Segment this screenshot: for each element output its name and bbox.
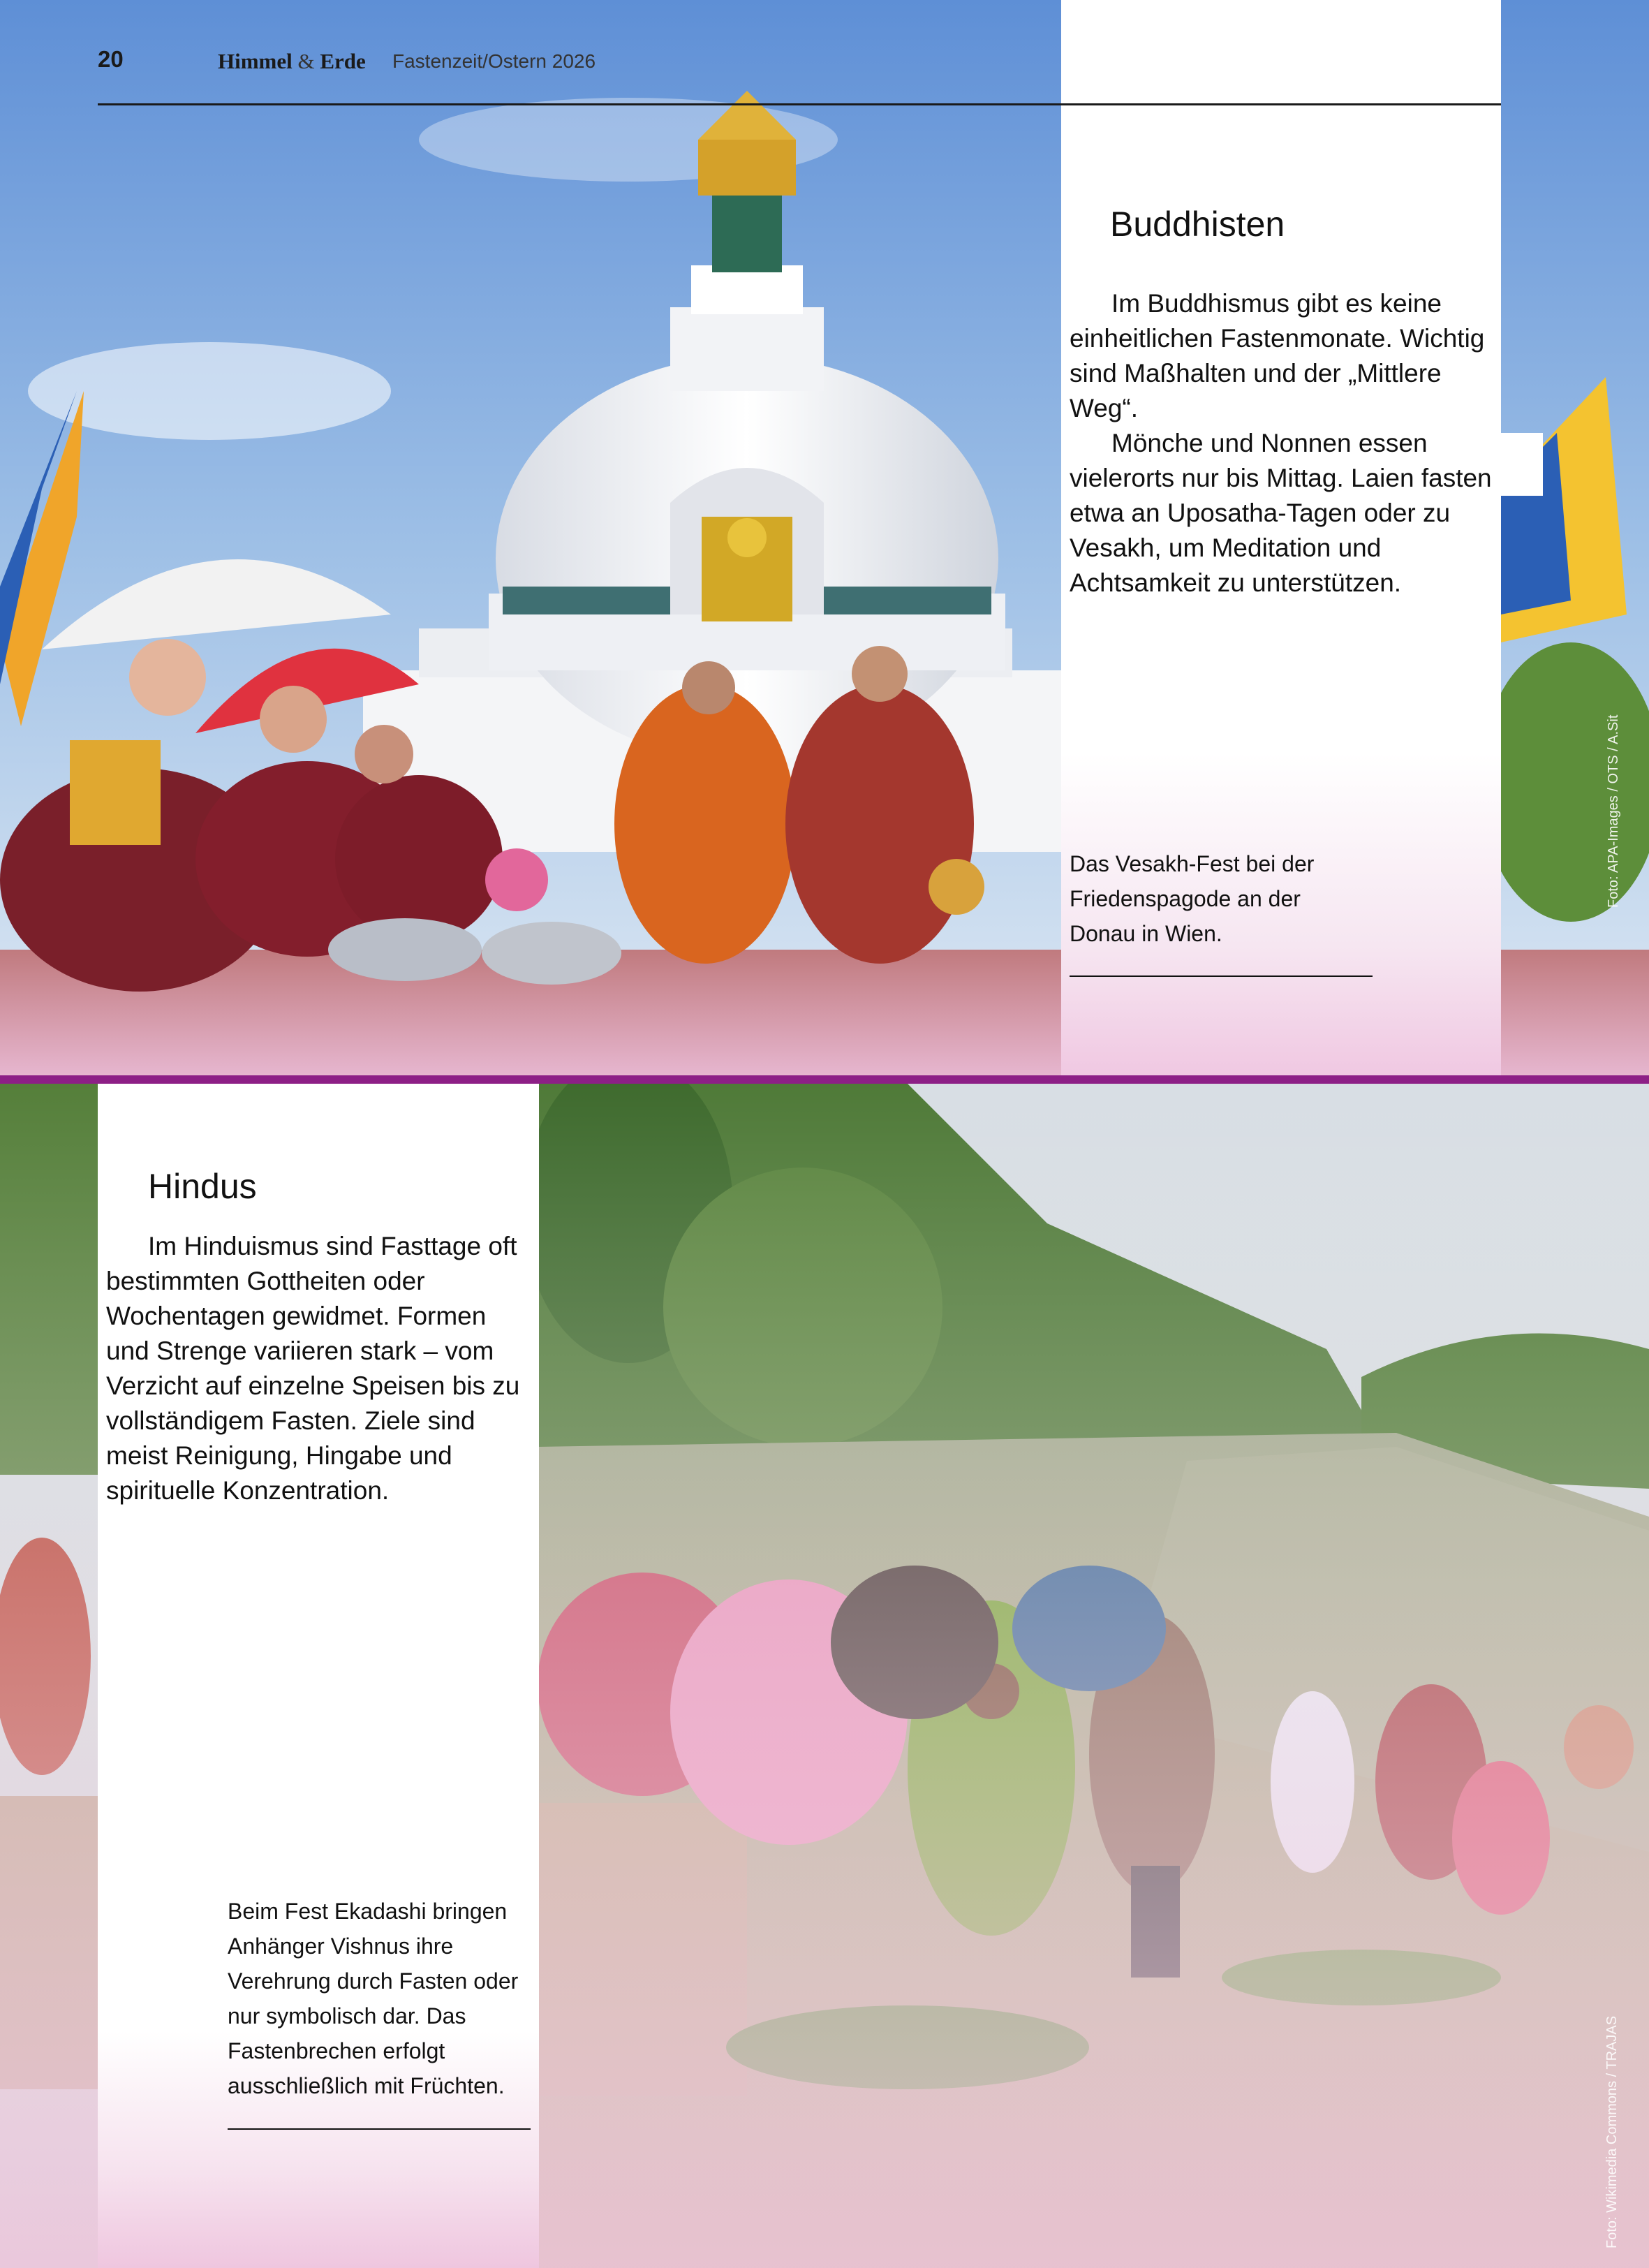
paragraph-buddhists-1: Im Buddhismus gibt es keine einheitlichen Fastenmonate. Wichtig sind Maßhalten und der „Mittlere Weg“.: [1070, 289, 1485, 422]
body-text-hindus: [106, 1229, 525, 1508]
page-number: 20: [98, 46, 124, 72]
paragraph-hindus-1: Im Hinduismus sind Fasttage oft bestimmten Gottheiten oder Wochentagen gewidmet. Formen und Strenge variieren stark – vom Verzicht auf einzelne Speisen bis zu vollständigem Fasten. Ziele sind meist Reinigung, Hingabe und spirituelle Konzentration.: [106, 1232, 520, 1505]
section-divider: [0, 1075, 1649, 1084]
photo-credit-hindus: Foto: Wikimedia Commons / TRAJAS: [1604, 2015, 1620, 2248]
paragraph-buddhists-2: Mönche und Nonnen essen vielerorts nur bis Mittag. Laien fasten etwa an Uposatha-Tagen oder zu Vesakh, um Meditation und Achtsamkeit zu unterstützen.: [1070, 429, 1492, 597]
header-rule: [98, 103, 1501, 105]
photo-caption-buddhists: Das Vesakh-Fest bei der Friedenspagode an der Donau in Wien.: [1070, 851, 1315, 946]
magazine-title: [218, 49, 366, 74]
magazine-name-part2: Erde: [320, 49, 366, 73]
section-heading-hindus: Hindus: [148, 1167, 257, 1206]
body-text-buddhists: [1070, 286, 1495, 601]
magazine-ampersand: &: [297, 49, 315, 73]
section-heading-buddhists: Buddhisten: [1110, 205, 1285, 244]
caption-rule-buddhists: [1070, 975, 1373, 977]
magazine-name-part1: Himmel: [218, 49, 293, 73]
issue-label: Fastenzeit/Ostern 2026: [392, 50, 596, 72]
photo-credit-buddhists: Foto: APA-Images / OTS / A.Sit: [1606, 714, 1621, 908]
photo-caption-hindus: Beim Fest Ekadashi bringen Anhänger Vishnus ihre Verehrung durch Fasten oder nur symbolisch dar. Das Fastenbrechen erfolgt ausschließlich mit Früchten.: [228, 1899, 519, 2098]
caption-rule-hindus: [228, 2128, 531, 2130]
